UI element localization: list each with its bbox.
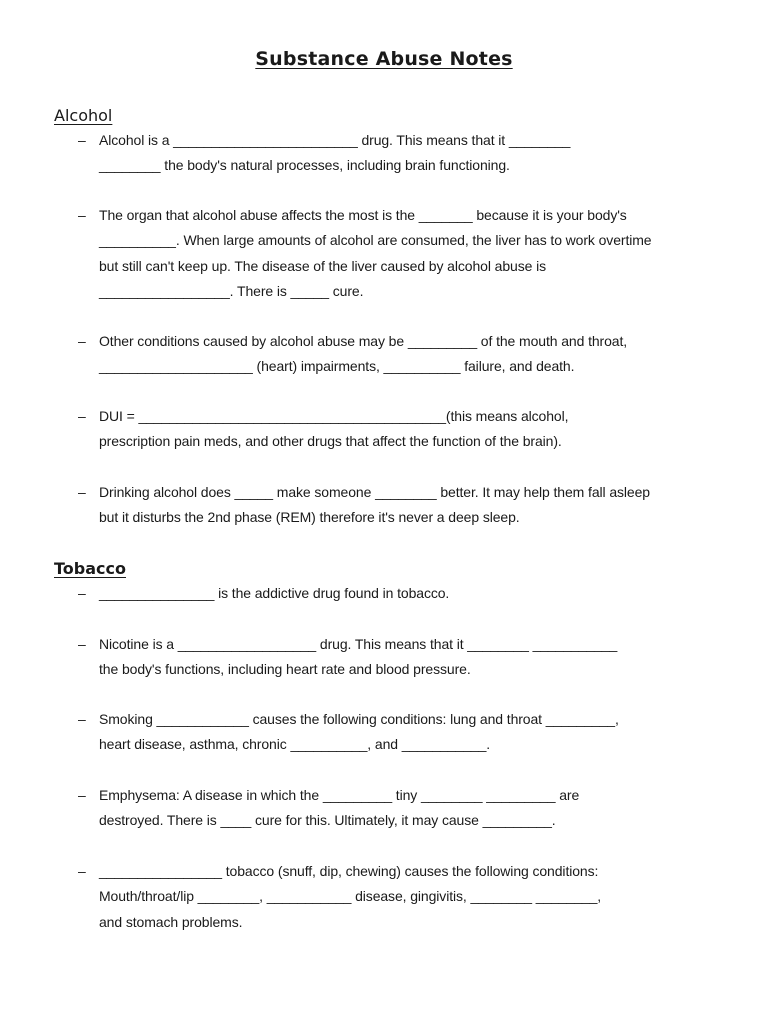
text-line: __________. When large amounts of alcohol are consumed, the liver has to work overtime [99, 232, 652, 248]
text-line: DUI = ________________________________________(this means alcohol, [99, 408, 569, 424]
dash-bullet: – [78, 711, 86, 727]
text-line: Smoking ____________ causes the following conditions: lung and throat _________, [99, 711, 619, 727]
text-line: _______________ is the addictive drug found in tobacco. [99, 585, 450, 601]
text-line: Drinking alcohol does _____ make someone ________ better. It may help them fall asleep [99, 484, 650, 500]
text-line: but still can't keep up. The disease of the liver caused by alcohol abuse is [99, 258, 546, 274]
dash-bullet: – [78, 863, 86, 879]
dash-bullet: – [78, 333, 86, 349]
text-line: the body's functions, including heart rate and blood pressure. [99, 661, 471, 677]
text-line: Other conditions caused by alcohol abuse may be _________ of the mouth and throat, [99, 333, 628, 349]
text-line: heart disease, asthma, chronic __________, and ___________. [99, 736, 491, 752]
dash-bullet: – [78, 585, 86, 601]
text-line: Nicotine is a __________________ drug. This means that it ________ ___________ [99, 636, 618, 652]
text-line: destroyed. There is ____ cure for this. Ultimately, it may cause _________. [99, 812, 556, 828]
text-line: prescription pain meds, and other drugs that affect the function of the brain). [99, 433, 562, 449]
dash-bullet: – [78, 787, 86, 803]
text-line: ________ the body's natural processes, including brain functioning. [99, 157, 510, 173]
page-title: Substance Abuse Notes [255, 48, 513, 70]
dash-bullet: – [78, 408, 86, 424]
text-line: Alcohol is a ________________________ drug. This means that it ________ [99, 132, 571, 148]
text-line: Mouth/throat/lip ________, ___________ disease, gingivitis, ________ ________, [99, 888, 602, 904]
text-line: ________________ tobacco (snuff, dip, chewing) causes the following conditions: [99, 863, 599, 879]
text-line: The organ that alcohol abuse affects the most is the _______ because it is your body's [99, 207, 627, 223]
section-heading-alcohol: Alcohol [54, 106, 113, 125]
text-line: but it disturbs the 2nd phase (REM) therefore it's never a deep sleep. [99, 509, 520, 525]
dash-bullet: – [78, 484, 86, 500]
text-line: ____________________ (heart) impairments, __________ failure, and death. [99, 358, 575, 374]
dash-bullet: – [78, 132, 86, 148]
dash-bullet: – [78, 636, 86, 652]
text-line: and stomach problems. [99, 914, 243, 930]
dash-bullet: – [78, 207, 86, 223]
text-line: Emphysema: A disease in which the _________ tiny ________ _________ are [99, 787, 580, 803]
text-line: _________________. There is _____ cure. [99, 283, 364, 299]
section-heading-tobacco: Tobacco [54, 559, 126, 578]
